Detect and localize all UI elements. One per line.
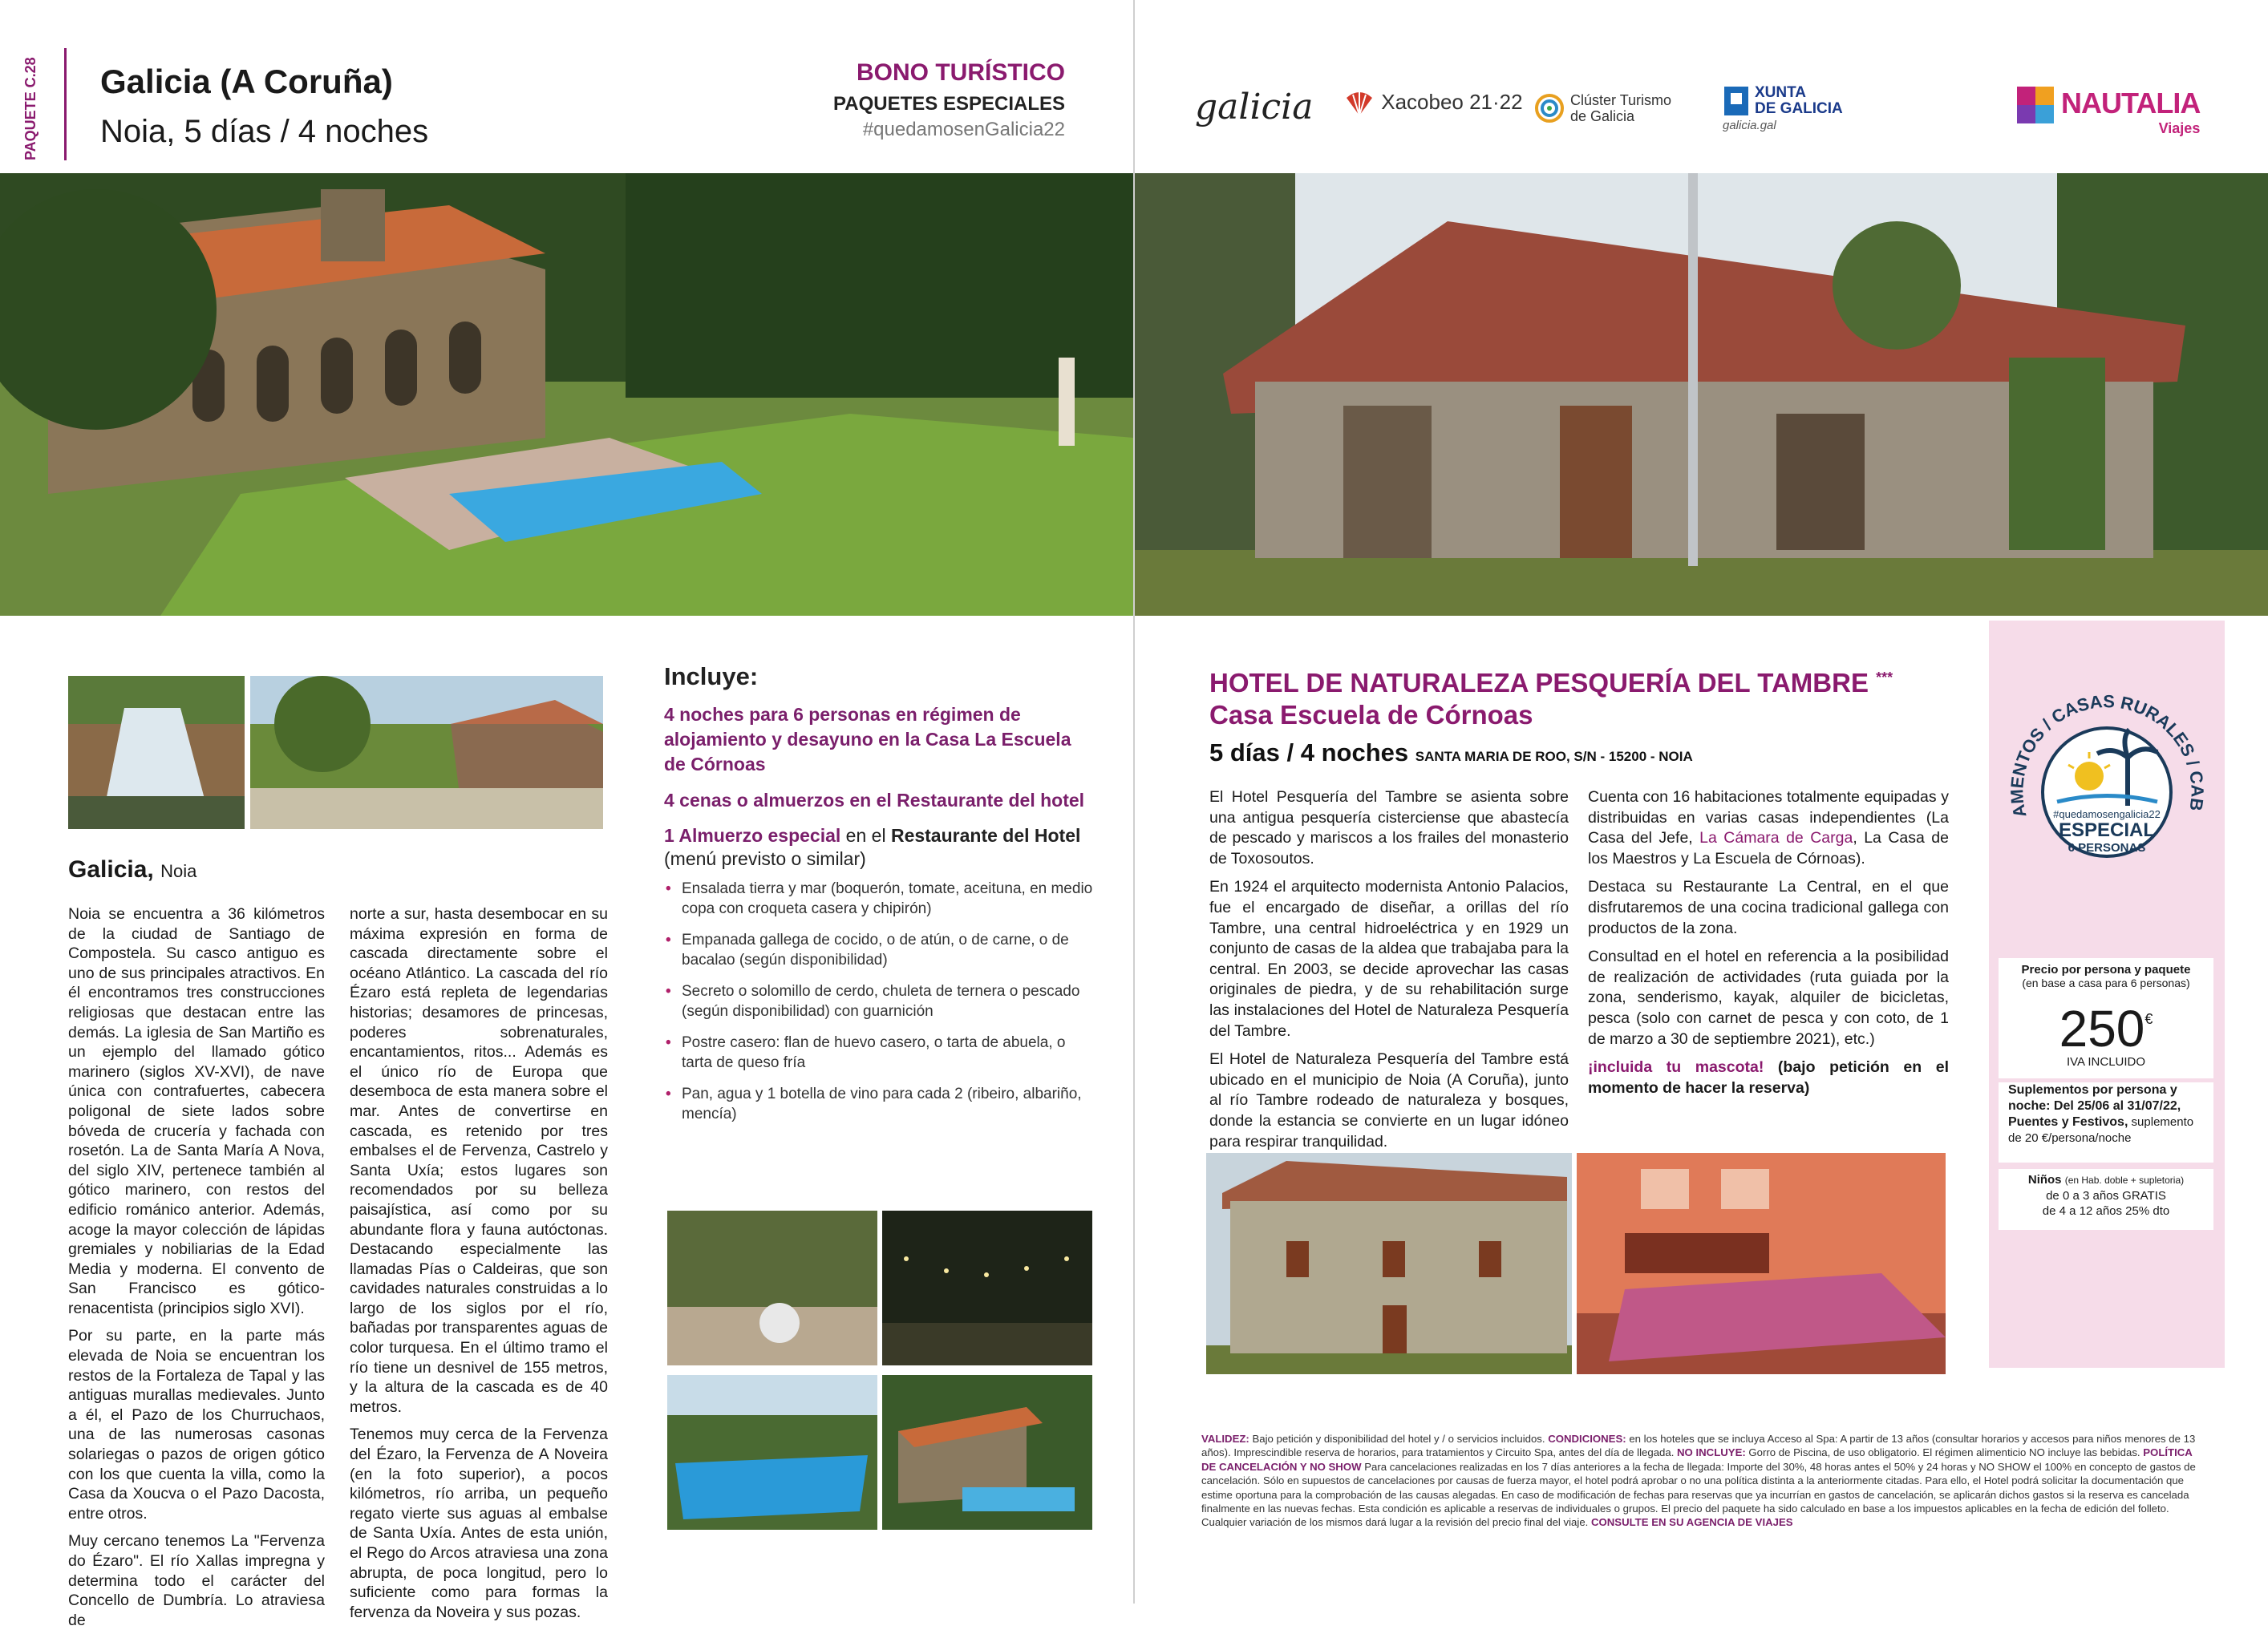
photo-waterfall: [68, 676, 245, 829]
page-title: Galicia (A Coruña): [100, 63, 393, 100]
hotel-name: HOTEL DE NATURALEZA PESQUERÍA DEL TAMBRE ***: [1209, 668, 1893, 698]
package-number: PAQUETE C.28: [22, 57, 38, 160]
photo-bedroom: [1577, 1153, 1946, 1374]
price-label: Precio por persona y paquete: [2021, 963, 2191, 977]
incluye-section: [664, 662, 1097, 1135]
photo-terrace-day: [667, 1211, 877, 1365]
price-amount: 250€: [2059, 1000, 2153, 1058]
mascota-highlight: ¡incluida tu mascota!: [1588, 1058, 1764, 1077]
hotel-address: SANTA MARIA DE ROO, S/N - 15200 - NOIA: [1415, 749, 1693, 764]
menu-item: • Postre casero: flan de huevo casero, o tarta de abuela, o tarta de queso fría: [664, 1033, 1097, 1073]
bono-block: [833, 59, 1065, 141]
hotel-stars: ***: [1876, 669, 1893, 686]
nautalia-mosaic-icon: [2017, 87, 2054, 123]
paragraph: Cuenta con 16 habitaciones totalmente equipadas y distribuidas en varias casas independientes (La Casa del Jefe, La Cámara de Carga, La Casa de los Maestros y La Escuela de Córnoas).: [1588, 788, 1949, 868]
incluye-item: 4 noches para 6 personas en régimen de alojamiento y desayuno en la Casa La Escuela de Córnoas: [664, 704, 1071, 775]
paragraph: El Hotel Pesquería del Tambre se asienta sobre una antigua pesquería cisterciense que abastecía de pescado y mariscos a los frailes del monasterio de Toxosoutos.: [1209, 788, 1569, 868]
paragraph: Noia se encuentra a 36 kilómetros de la ciudad de Santiago de Compostela. Su casco antiguo es uno de sus principales atractivos. En él encontramos tres construcciones religiosas que destacan entre las demás. La iglesia de San Martiño es un ejemplo del llamado gótico marinero (siglos XV-XVI), de nave única con contrafuertes, cabecera poligonal de siete lados sobre bóveda de crucería y fachada con rosetón. La de Santa María A Nova, del siglo XIV, pertenece también al gótico marinero, con restos del edificio románico anterior. Además, acoge la mayor colección de lápidas gremiales y nobiliarias de la Edad Media y moderna. El convento de San Francisco es gótico-renacentista (principios siglo XVI).: [68, 905, 325, 1317]
paragraph: norte a sur, hasta desembocar en su máxima expresión en forma de cascada directamente sobre el océano Atlántico. La cascada del río Ézaro está repleta de legendarias historias; desamores de princesas, poderes sobrenaturales, encantamientos, ritos... Además es el único río de Europa que desemboca de esta manera sobre el mar. Antes de convertirse en cascada, es retenido por tres embalses el de Fervenza, Castrelo y Santa Uxía; estos lugares son recomendados por su belleza paisajística, así como por su abundante flora y fauna autóctonas. Destacando especialmente las llamadas Pías o Caldeiras, que son cavidades naturales construidas a lo largo de los siglos por el río, bañadas por transparentes aguas de color turquesa. En el último tramo el río tiene un desnivel de 155 metros, y la altura de la cascada es de 40 metros.: [350, 905, 608, 1416]
almuerzo-especial: 1 Almuerzo especial en el Restaurante del Hotel (menú previsto o similar): [664, 825, 1081, 869]
paragraph: Por su parte, en la parte más elevada de Noia se encuentran los restos de la Fortaleza de Tapal y las antiguas murallas medievales. Junto a él, el Pazo de los Churruchaos, una de las numerosas casonas solariegas o pazos de origen gótico con los que cuenta la villa, como la Casa da Xoucva o el Pazo Dacosta, entre otros.: [68, 1327, 325, 1523]
cluster-logo: Clúster Turismo de Galicia: [1533, 92, 1634, 124]
nautalia-logo: NAUTALIA Viajes: [2017, 87, 2200, 137]
xacobeo-logo: Xacobeo 21·22: [1343, 90, 1523, 117]
badge-hashtag: #quedamosengalicia22: [2053, 808, 2161, 820]
paragraph: Tenemos muy cerca de la Fervenza del Ézaro, la Fervenza de A Noveira (en la foto superior), a pocos kilómetros, río arriba, un pequeño regato vierte sus aguas al embalse de Santa Uxía. Antes de esta unión, el Rego do Arcos atraviesa una zona abrupta, de poca longitud, pero lo suficiente como para formas la fervenza da Noveira y sus pozas.: [350, 1426, 608, 1621]
camara-de-carga-link[interactable]: La Cámara de Carga: [1699, 829, 1853, 847]
photo-terrace-night: [882, 1211, 1092, 1365]
galicia-logo: galicia: [1195, 87, 1314, 127]
especial-badge: [2001, 681, 2213, 894]
article-column-1: [68, 904, 325, 1638]
xunta-logo: XUNTA DE GALICIA galicia.gal: [1723, 84, 1843, 132]
hero-photo-pool-monastery: [0, 173, 1133, 616]
paragraph: Consultad en el hotel en referencia a la posibilidad de realización de actividades (ruta guiada por la zona, senderismo, kayak, alquiler de bicicletas, pesca (solo con carnet de pesca y con coto, de 1 de marzo a 30 de septiembre 2021), etc.): [1588, 948, 1949, 1048]
price-basis: (en base a casa para 6 personas): [2022, 977, 2190, 989]
xacobeo-shell-icon: [1343, 90, 1375, 117]
photo-monastery-pool: [882, 1375, 1092, 1530]
menu-item: • Empanada gallega de cocido, o de atún, o de carne, o de bacalao (según disponibilidad): [664, 930, 1097, 970]
paragraph: Destaca su Restaurante La Central, en el que disfrutaremos de una cocina tradicional gallega con productos de la zona.: [1588, 878, 1949, 937]
hotel-duration: 5 días / 4 noches SANTA MARIA DE ROO, S/N - 15200 - NOIA: [1209, 738, 1693, 766]
incluye-heading: Incluye:: [664, 662, 759, 690]
hotel-casa: Casa Escuela de Córnoas: [1209, 700, 1533, 730]
legal-conditions: VALIDEZ: Bajo petición y disponibilidad del hotel y / o servicios incluidos. CONDICIONES: en los hoteles que se incluya Acceso al Spa: A partir de 13 años (consultar horarios y accesos para niños menores de 13 años). Imprescindible reserva de horarios, para tratamientos y Circuito Spa, antes del día de llegada. NO INCLUYE: Gorro de Piscina, de uso obligatorio. El régimen alimenticio NO incluye las bebidas. POLÍTICA DE CANCELACIÓN Y NO SHOW Para cancelaciones realizadas en los 7 días anteriores a la fecha de llegada: Importe del 30%, 48 horas antes el 50% y 24 horas y NO SHOW el 100% en concepto de gastos de cancelación. Sólo en supuestos de cancelaciones por causas de fuerza mayor, el hotel podrá aprobar o no una política distinta a la anteriormente citadas. Para ello, el Hotel podrá solicitar la documentación que estime oportuna para la comprobación de las causas alegadas. En caso de modificación de fechas para reservas que ya incurrían en gastos de cancelación, se aplicarán dichos gastos si la reserva es cancelada finalmente en las nuevas fechas. Esta condición es aplicable a reservas de individuales o grupos. El precio del paquete ha sido calculado en base a los impuestos aplicables en la fecha de edición del folleto. Cualquier variación de los mismos dará lugar a la revisión del precio final del viaje. CONSULTE EN SU AGENCIA DE VIAJES: [1201, 1433, 2196, 1529]
photo-stone-building: [1206, 1153, 1572, 1374]
photo-pool: [667, 1375, 877, 1530]
menu-item: • Pan, agua y 1 botella de vino para cada 2 (ribeiro, albariño, mencía): [664, 1084, 1097, 1124]
suplementos-box: Suplementos por persona y noche: Del 25/06 al 31/07/22, Puentes y Festivos, suplemento de 20 €/persona/noche: [1999, 1082, 2213, 1163]
paragraph: En 1924 el arquitecto modernista Antonio Palacios, fue el encargado de diseñar, a orillas del río Tambre, una central hidroeléctrica y en 1929 un conjunto de casas de la aldea que trabajaba para la central. En 2003, se decide aprovechar las casas originales de piedra, y de su rehabilitación surge las instalaciones del Hotel de Naturaleza Pesquería del Tambre.: [1209, 878, 1569, 1040]
bono-title: BONO TURÍSTICO: [857, 59, 1065, 86]
bono-subtitle: PAQUETES ESPECIALES: [833, 93, 1065, 115]
hotel-column-1: [1209, 787, 1569, 1160]
hotel-heading: [1209, 662, 1931, 767]
price-box: [1999, 958, 2213, 1078]
incluye-item: 4 cenas o almuerzos en el Restaurante del hotel: [664, 790, 1085, 811]
menu-item: • Ensalada tierra y mar (boquerón, tomate, aceituna, en medio copa con croqueta casera y chipirón): [664, 879, 1097, 919]
ninos-box: Niños (en Hab. doble + supletoria) de 0 a 3 años GRATIS de 4 a 12 años 25% dto: [1999, 1169, 2213, 1230]
section-heading: Galicia, Noia: [68, 856, 197, 883]
consulte-agencia: CONSULTE EN SU AGENCIA DE VIAJES: [1590, 1516, 1793, 1529]
paragraph: Muy cercano tenemos La "Fervenza do Ézaro". El río Xallas impregna y determina todo el carácter del Concello de Dumbría. Lo atraviesa de: [68, 1532, 325, 1629]
price-iva: IVA INCLUIDO: [2066, 1055, 2146, 1069]
cluster-swirl-icon: [1533, 92, 1565, 124]
paragraph: El Hotel de Naturaleza Pesquería del Tambre está ubicado en el municipio de Noia (A Coruña), junto al río Tambre rodeado de naturaleza y bosques, donde la estancia se convierte en un lugar idóneo para respirar tranquilidad.: [1209, 1050, 1569, 1151]
package-tab: [16, 48, 67, 160]
menu-item: • Secreto o solomillo de cerdo, chuleta de ternera o pescado (según disponibilidad) con guarnición: [664, 981, 1097, 1021]
hero-photo-stone-house: [1135, 173, 2268, 616]
menu-list: [664, 879, 1097, 1124]
badge-arc-text: AMENTOS / CASAS RURALES / CAB: [2007, 691, 2208, 820]
page-subtitle: Noia, 5 días / 4 noches: [100, 114, 429, 149]
xunta-shield-icon: [1723, 85, 1750, 117]
hotel-column-2: [1588, 787, 1949, 1106]
article-column-2: [350, 904, 608, 1630]
photo-hotel-garden: [250, 676, 603, 829]
paragraph: ¡incluida tu mascota! (bajo petición en el momento de hacer la reserva): [1588, 1058, 1949, 1097]
bono-hashtag: #quedamosenGalicia22: [862, 119, 1065, 140]
badge-personas: 6 PERSONAS: [2068, 841, 2146, 855]
badge-especial: ESPECIAL: [2058, 819, 2156, 841]
